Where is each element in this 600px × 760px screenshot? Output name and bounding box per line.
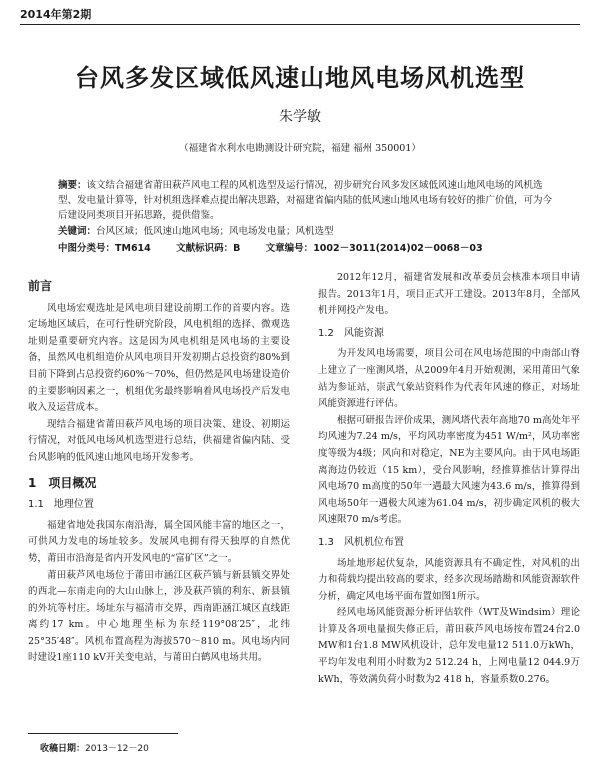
- doc-code-value: B: [233, 243, 241, 254]
- section-1-3-paragraph-1: 场址地形起伏复杂，风能资源具有不确定性，对风机的出力和荷载均提出较高的要求，经多次现场踏勘和风能资源软件分析，确定风电场平面布置如图1所示。: [318, 557, 580, 602]
- keywords-text: 台风区域；低风速山地风电场；风电场发电量；风机选型: [96, 226, 334, 237]
- section-1-2-paragraph-1: 为开发风电场需要，项目公司在风电场范围的中南部山脊上建立了一座测风塔，从2009年4月开始观测，采用莆田气象站为参证站，崇武气象站资料作为代表年风速的修正，对场址风能资源进行评估。: [318, 348, 580, 410]
- section-1-1-paragraph-2: 莆田萩芦风电场位于莆田市涵江区萩芦镇与新县镇交界处的西北—东南走向的大山山脉上，涉及萩芦镇的利东、新县镇的外坑等村庄。场址东与福清市交界，西南距涵江城区直线距离约17 km。中心地理坐标为东经119°08′25″，北纬25°35′48″。风机布置高程为海拔570～810 m。风电场内同时建设1座110 kV开关变电站，与莆田白鹤风电场共用。: [28, 569, 290, 664]
- paper-title: 台风多发区域低风速山地风电场风机选型: [75, 63, 525, 92]
- section-1-2-heading: 1.2 风能资源: [318, 327, 384, 339]
- section-1-1-heading: 1.1 地理位置: [28, 499, 94, 511]
- header-rule: [20, 24, 580, 25]
- footnote-rule: [28, 733, 178, 734]
- preface-paragraph-2: 现结合福建省莆田萩芦风电场的项目决策、建设、初期运行情况，对低风电场风机选型进行总结，供福建省偏内陆、受台风影响的低风速山地风电场开发参考。: [28, 418, 290, 463]
- preface-heading: 前言: [28, 279, 53, 293]
- article-number-value: 1002－3011(2014)02－0068－03: [313, 243, 483, 254]
- classification-line: [58, 241, 558, 256]
- section-1-3-heading: 1.3 风机机位布置: [318, 536, 404, 548]
- left-column: [28, 270, 290, 667]
- received-label: 收稿日期：: [40, 744, 86, 754]
- keywords-label: 关键词：: [58, 226, 97, 237]
- received-date-note: [40, 741, 149, 754]
- preface-paragraph-1: 风电场宏观选址是风电项目建设前期工作的首要内容。选定场地区域后，在可行性研究阶段，风电机组的选择、微观选址则是重要研究内容。这是因为风电机组是风电场的主要设备，虽然风电机组造价从风电项目开发初期占总投资约80%到目前下降到占总投资约60%～70%，但仍然是风电场建设造价的主要影响因素之一，机组优劣最终影响着风电场投产后发电收入及运营成本。: [28, 302, 290, 414]
- section-1-2-paragraph-2: 根据可研报告评价成果，测风塔代表年高地70 m高处年平均风速为7.24 m/s，平均风功率密度为451 W/m²，风功率密度等级为4级；风向和对稳定，NE为主要风向。由于风电场距离海边仍较近（15 km），受台风影响，经推算推估计算得出风电场70 m高度的50年一遇最大风速为43.6 m/s，推算得到风电场50年一遇极大风速为61.04 m/s，初步确定风机的极大风速限70 m/s考虑。: [318, 414, 580, 526]
- doc-code-label: 文献标识码：: [176, 243, 234, 254]
- section-1-1-paragraph-1: 福建省地处我国东南沿海，属全国风能丰富的地区之一，可供风力发电的场址较多。发展风电拥有得天独厚的自然优势，莆田市沿海是省内开发风电的“富矿区”之一。: [28, 519, 290, 564]
- section-1-heading: 1 项目概况: [28, 475, 97, 490]
- section-1-3-paragraph-2: 经风电场风能资源分析评估软件（WT及Windsim）理论计算及各项电量损失修正后，莆田萩芦风电场按布置24台2.0 MW和1台1.8 MW风机设计，总年发电量12 511.0万kWh，平均年发电利用小时数为2 512.24 h，上网电量12 044.9万kWh，等效满负荷小时数为2 418 h，容量系数0.276。: [318, 607, 580, 685]
- article-number-label: 文章编号：: [265, 243, 314, 254]
- abstract-text: 该文结合福建省莆田萩芦风电工程的风机选型及运行情况，初步研究台风多发区域低风速山地风电场的风机选型、发电量计算等，针对机组选择难点提出解决思路，对福建省偏内陆的低风速山地风电场有较好的推广价值，可为今后建设同类项目开拓思路，提供借鉴。: [58, 180, 553, 221]
- issue-header: 2014年第2期: [20, 8, 92, 21]
- clc-value: TM614: [115, 243, 151, 254]
- intro-paragraph: 2012年12月，福建省发展和改革委员会核准本项目申请报告。2013年1月，项目正式开工建设。2013年8月，全部风机并网投产发电。: [318, 272, 580, 317]
- affiliation: （福建省水利水电勘测设计研究院，福建 福州 350001）: [179, 143, 421, 154]
- author-name: 朱学敏: [279, 109, 321, 125]
- keywords: [58, 224, 558, 239]
- clc-label: 中图分类号：: [58, 243, 116, 254]
- abstract: [58, 178, 558, 223]
- abstract-label: 摘要：: [58, 180, 87, 191]
- right-column: [318, 270, 580, 688]
- received-date: 2013－12－20: [85, 744, 149, 754]
